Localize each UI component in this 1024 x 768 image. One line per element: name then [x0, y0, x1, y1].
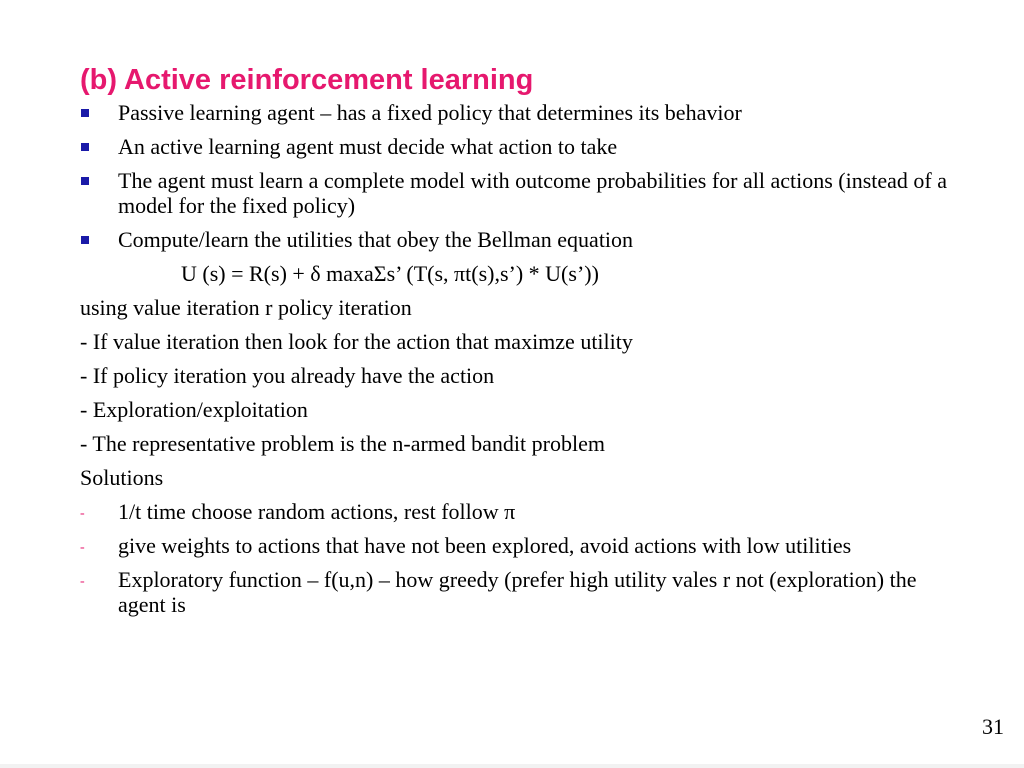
bottom-divider [0, 764, 1024, 768]
text-line: - The representative problem is the n-armed bandit problem [80, 431, 605, 456]
solution-text: give weights to actions that have not been explored, avoid actions with low utilities [118, 533, 852, 558]
bullet-text: The agent must learn a complete model with outcome probabilities for all actions (instead of a model for the fixed policy) [118, 168, 948, 218]
square-bullet-icon [80, 168, 118, 193]
slide-title: (b) Active reinforcement learning [80, 64, 534, 96]
dash-bullet-icon: - [80, 540, 85, 555]
square-bullet-icon [80, 100, 118, 125]
bullet-item [80, 100, 960, 125]
solutions-heading: Solutions [80, 465, 164, 490]
solution-item [80, 499, 960, 524]
square-bullet-icon [80, 227, 118, 252]
solution-text: Exploratory function – f(u,n) – how greedy (prefer high utility vales r not (exploration) the agent is [118, 567, 917, 617]
dash-bullet-icon: - [80, 574, 85, 589]
solution-item [80, 533, 960, 558]
text-line: - If value iteration then look for the action that maximze utility [80, 329, 633, 354]
text-line: - If policy iteration you already have the action [80, 363, 495, 388]
solution-item [80, 567, 960, 617]
bullet-text: Passive learning agent – has a fixed policy that determines its behavior [118, 100, 742, 125]
text-line: using value iteration r policy iteration [80, 295, 412, 320]
dash-bullet-icon: - [80, 506, 85, 521]
bullet-item [80, 134, 960, 159]
square-bullet-icon [80, 134, 118, 159]
bullet-text: Compute/learn the utilities that obey the Bellman equation [118, 227, 634, 252]
bullet-item [80, 227, 960, 252]
bellman-equation: U (s) = R(s) + δ maxaΣs’ (T(s, πt(s),s’) * U(s’)) [181, 261, 599, 286]
text-line: - Exploration/exploitation [80, 397, 308, 422]
bullet-item [80, 168, 960, 218]
solution-text: 1/t time choose random actions, rest follow π [118, 499, 516, 524]
bullet-text: An active learning agent must decide what action to take [118, 134, 618, 159]
slide-content [80, 100, 960, 626]
page-number: 31 [982, 714, 1004, 739]
